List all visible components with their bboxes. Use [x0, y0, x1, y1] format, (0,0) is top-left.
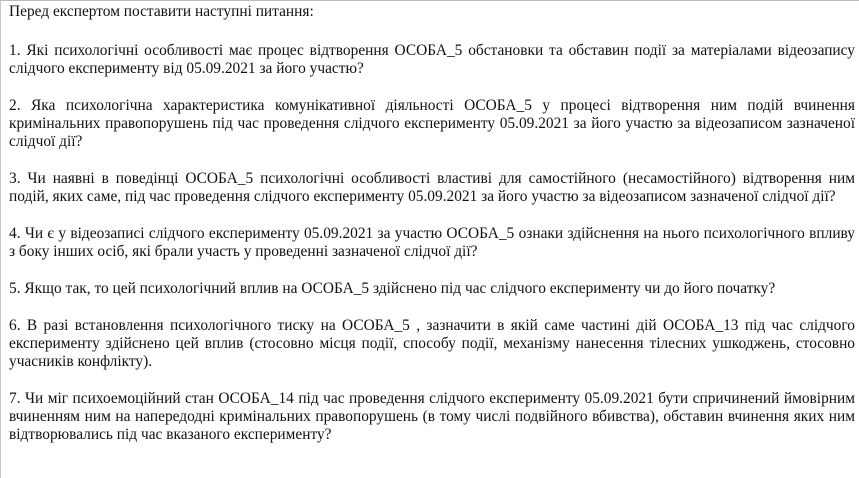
question-number: 7. [9, 390, 21, 407]
question-5 [9, 280, 855, 298]
question-number: 4. [9, 225, 21, 242]
question-4 [9, 225, 855, 261]
question-text: Чи є у відеозаписі слідчого експерименту 05.09.2021 за участю ОСОБА_5 ознаки здійснення на нього психологічного впливу з боку інших осіб, які брали участь у проведенні зазначеної слідчої дії? [9, 225, 855, 260]
question-3 [9, 170, 855, 206]
question-1 [9, 42, 855, 78]
question-text: В разі встановлення психологічного тиску на ОСОБА_5 , зазначити в якій саме частині дій ОСОБА_13 під час слідчого експерименту здійснено цей вплив (стосовно місця події, способу події, механізму нанесення тілесних ушкоджень, стосовно учасників конфлікту). [9, 317, 855, 370]
question-text: Чи міг психоемоційний стан ОСОБА_14 під час проведення слідчого експерименту 05.09.2021 бути спричинений ймовірним вчиненням ним на напередодні кримінальних правопорушень (в тому числі подвійного вбивства), обставин вчинення яких ним відтворювались під час вказаного експерименту? [9, 390, 855, 443]
question-number: 1. [9, 42, 21, 59]
question-2 [9, 97, 855, 151]
question-number: 5. [9, 280, 21, 297]
question-number: 6. [9, 317, 21, 334]
question-number: 3. [9, 170, 21, 187]
question-7 [9, 390, 855, 444]
question-6 [9, 317, 855, 371]
question-text: Чи наявні в поведінці ОСОБА_5 психологічні особливості властиві для самостійного (несамостійного) відтворення ним подій, яких саме, під час проведення слідчого експерименту 05.09.2021 за його участю за відеозаписом зазначеної слідчої дії? [9, 170, 855, 205]
question-text: Які психологічні особливості має процес відтворення ОСОБА_5 обстановки та обставин події за матеріалами відеозапису слідчого експерименту від 05.09.2021 за його участю? [9, 42, 855, 77]
question-text: Яка психологічна характеристика комунікативної діяльності ОСОБА_5 у процесі відтворення ним подій вчинення кримінальних правопорушень під час проведення слідчого експерименту 05.09.2021 за його участю за відеозаписом зазначеної слідчої дії? [9, 97, 855, 150]
question-number: 2. [9, 97, 21, 114]
intro-text: Перед експертом поставити наступні питання: [9, 3, 314, 20]
question-text: Якщо так, то цей психологічний вплив на ОСОБА_5 здійснено під час слідчого експерименту чи до його початку? [24, 280, 776, 297]
